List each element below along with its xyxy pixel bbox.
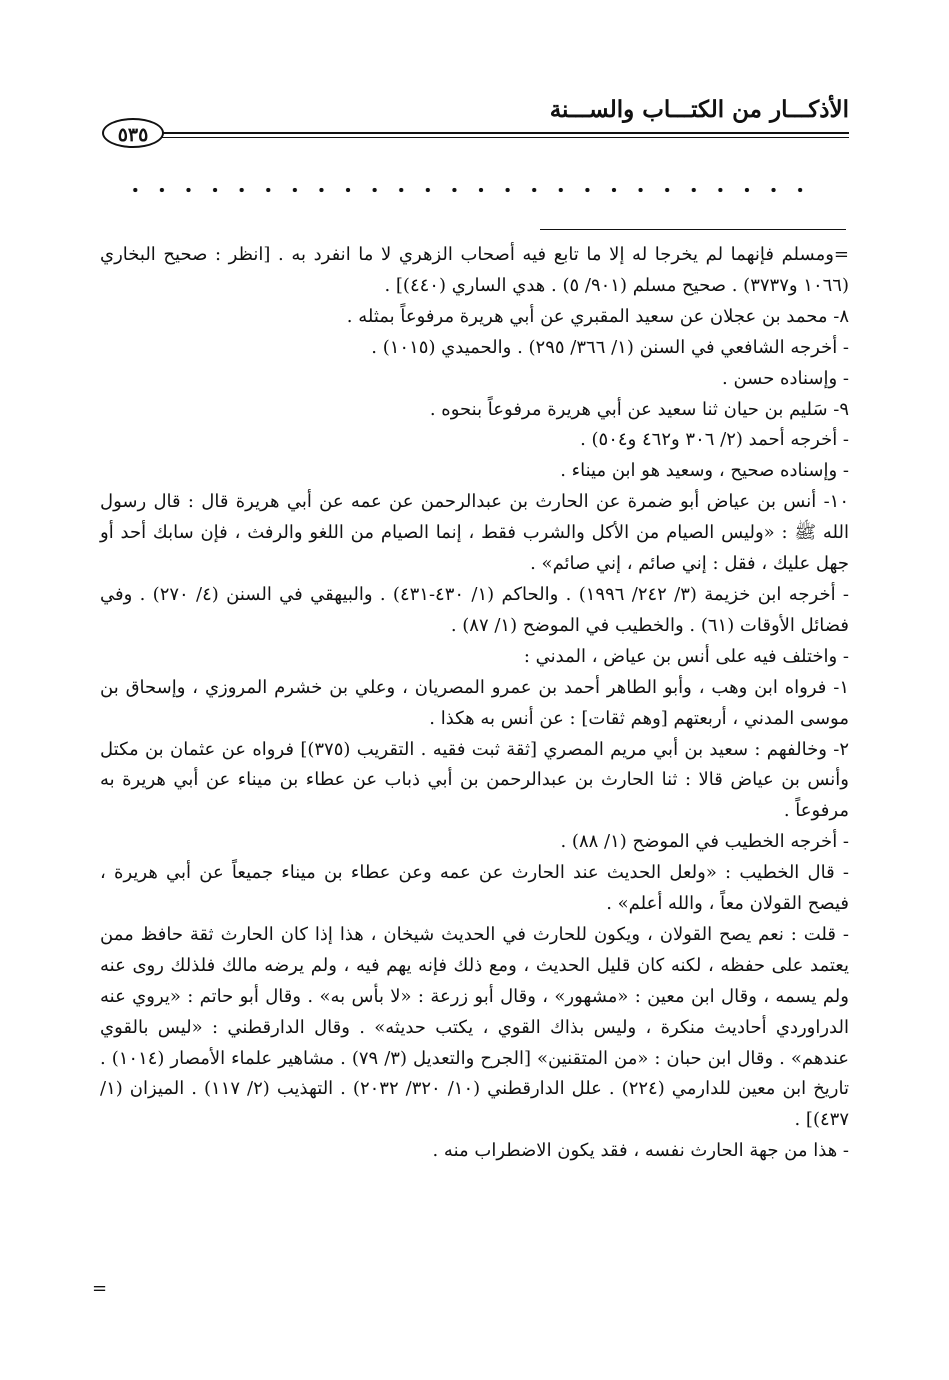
paragraph: - وإسناده حسن . — [722, 367, 849, 389]
paragraph: ١٠- أنس بن عياض أبو ضمرة عن الحارث بن عبدالرحمن عن عمه عن أبي هريرة قال : قال رسول الله ﷺ : «وليس الصيام من الأكل والشرب فقط ، إنما الصيام من اللغو والرفث ، فإن سابك أحد أو جهل عليك ، فقل : إني صائم ، إني صائم» . — [100, 491, 849, 575]
paragraph: ١- فرواه ابن وهب ، وأبو الطاهر أحمد بن عمرو المصريان ، وعلي بن خشرم المروزي ، وإسحاق بن موسى المدني ، أربعتهم [وهم ثقات] : عن أنس به هكذا . — [100, 676, 849, 729]
continuation-mark: = — [92, 1278, 108, 1299]
book-title: الأذكـــار من الكتـــاب والســـنة — [549, 96, 849, 123]
paragraph: - أخرجه أحمد (٢/ ٣٠٦ و٤٦٢ و٥٠٤) . — [580, 429, 849, 451]
paragraph: - واختلف فيه على أنس بن عياض ، المدني : — [523, 645, 849, 667]
paragraph: - قال الخطيب : «ولعل الحديث عند الحارث عن عمه وعن عطاء بن ميناء جميعاً عن أبي هريرة ، فيصح القولان معاً ، والله أعلم» . — [100, 862, 849, 915]
dotted-separator — [122, 186, 822, 194]
header-rule — [162, 132, 849, 134]
footnote-text — [100, 240, 849, 1167]
page-header — [100, 96, 849, 146]
page-number: ٥٣٥ — [102, 118, 164, 148]
paragraph: ٩- سَليم بن حيان ثنا سعيد عن أبي هريرة مرفوعاً بنحوه . — [429, 398, 849, 420]
paragraph: - هذا من جهة الحارث نفسه ، فقد يكون الاضطراب منه . — [432, 1140, 849, 1162]
paragraph: =ومسلم فإنهما لم يخرجا له إلا ما تابع فيه أصحاب الزهري لا ما انفرد به . [انظر : صحيح البخاري (١٠٦٦ و٣٧٣٧) . صحيح مسلم (٩٠١/ ٥) . هدي الساري (٤٤٠)] . — [100, 244, 849, 296]
paragraph: - أخرجه الخطيب في الموضح (١/ ٨٨) . — [560, 831, 849, 853]
paragraph: - أخرجه الشافعي في السنن (١/ ٣٦٦/ ٢٩٥) . والحميدي (١٠١٥) . — [371, 336, 849, 358]
paragraph: - وإسناده صحيح ، وسعيد هو ابن ميناء . — [560, 460, 849, 482]
paragraph: ٢- وخالفهم : سعيد بن أبي مريم المصري [ثقة ثبت فقيه . التقريب (٣٧٥)] فرواه عن عثمان بن مكتل وأنس بن عياض قالا : ثنا الحارث بن عبدالرحمن بن أبي ذباب عن عطاء بن ميناء عن أبي هريرة به مرفوعاً . — [100, 738, 849, 822]
paragraph: - قلت : نعم يصح القولان ، ويكون للحارث في الحديث شيخان ، هذا إذا كان الحارث ثقة حافظ ممن يعتمد على حفظه ، لكنه كان قليل الحديث ، ومع ذلك فإنه يهم فيه ، ولم يرضه مالك فلذلك روى عنه ولم يسمه ، وقال ابن معين : «مشهور» ، وقال أبو زرعة : «لا بأس به» . وقال أبو حاتم : «يروي عنه الدراوردي أحاديث منكرة ، وليس بذاك القوي ، يكتب حديثه» . وقال الدارقطني : «ليس بالقوي عندهم» . وقال ابن حبان : «من المتقنين» [الجرح والتعديل (٣/ ٧٩) . مشاهير علماء الأمصار (١٠١٤) . تاريخ ابن معين للدارمي (٢٢٤) . علل الدارقطني (١٠/ ٣٢٠/ ٢٠٣٢) . التهذيب (٢/ ١١٧) . الميزان (١/ ٤٣٧)] . — [100, 923, 849, 1131]
paragraph: - أخرجه ابن خزيمة (٣/ ٢٤٢/ ١٩٩٦) . والحاكم (١/ ٤٣٠-٤٣١) . والبيهقي في السنن (٤/ ٢٧٠) . وفي فضائل الأوقات (٦١) . والخطيب في الموضح (١/ ٨٧) . — [100, 583, 849, 636]
header-rule-thin — [162, 137, 849, 138]
paragraph: ٨- محمد بن عجلان عن سعيد المقبري عن أبي هريرة مرفوعاً بمثله . — [346, 305, 849, 327]
footnote-rule — [540, 229, 846, 230]
